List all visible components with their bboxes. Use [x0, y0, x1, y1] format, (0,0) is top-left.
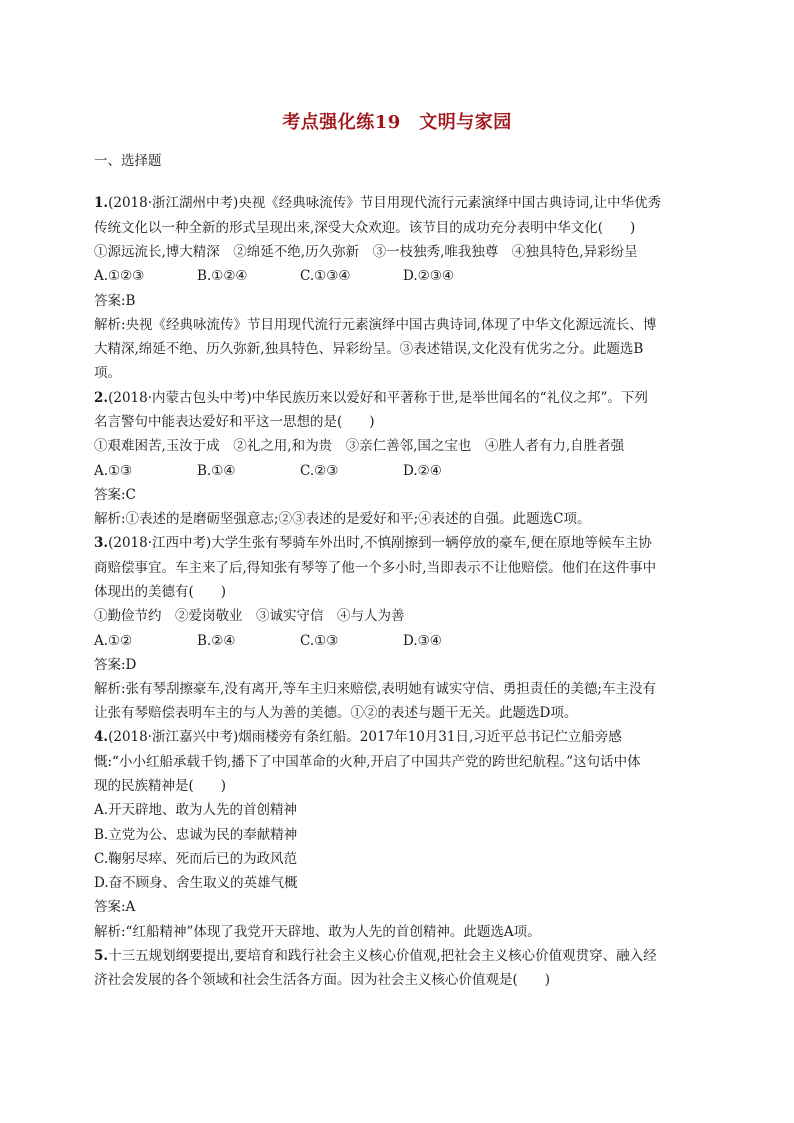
- option-b: B.①②④: [197, 268, 248, 284]
- question-2-line-3: ①艰难困苦,玉汝于成 ②礼之用,和为贵 ③亲仁善邻,国之宝也 ④胜人者有力,自胜者强: [94, 438, 625, 454]
- option-a: A.①②: [94, 633, 133, 649]
- question-5-line-1: 5.十三五规划纲要提出,要培育和践行社会主义核心价值观,把社会主义核心价值观贯穿、融入经: [94, 948, 657, 964]
- option-b: B.②④: [197, 633, 236, 649]
- question-2-line-2: 名言警句中能表达爱好和平这一思想的是( ): [94, 414, 375, 430]
- question-3-line-4: ①勤俭节约 ②爱岗敬业 ③诚实守信 ④与人为善: [94, 608, 405, 624]
- question-4-answer: 答案:A: [94, 899, 136, 915]
- page-title: 考点强化练19 文明与家园: [282, 112, 512, 133]
- question-1-answer: 答案:B: [94, 293, 136, 309]
- option-d: D.③④: [403, 633, 442, 649]
- question-3-options: [94, 631, 700, 651]
- question-1-line-3: ①源远流长,博大精深 ②绵延不绝,历久弥新 ③一枝独秀,唯我独尊 ④独具特色,异彩纷呈: [94, 244, 638, 260]
- question-2-analysis-1: 解析:①表述的是磨砺坚强意志;②③表述的是爱好和平;④表述的自强。此题选C项。: [94, 511, 591, 527]
- question-4-line-1: 4.(2018·浙江嘉兴中考)烟雨楼旁有条红船。2017年10月31日,习近平总书记伫立船旁感: [94, 729, 622, 745]
- question-2-answer: 答案:C: [94, 487, 136, 503]
- question-4-analysis-1: 解析:“红船精神”体现了我党开天辟地、敢为人先的首创精神。此题选A项。: [94, 924, 541, 940]
- question-1-analysis-3: 项。: [94, 365, 121, 381]
- question-3-line-2: 商赔偿事宜。车主来了后,得知张有琴等了他一个多小时,当即表示不让他赔偿。他们在这件事中: [94, 560, 657, 576]
- section-heading: 一、选择题: [94, 153, 162, 169]
- question-4-option-c: C.鞠躬尽瘁、死而后已的为政风范: [94, 851, 298, 867]
- question-1-analysis-1: 解析:央视《经典咏流传》节目用现代流行元素演绎中国古典诗词,体现了中华文化源远流长、博: [94, 317, 657, 333]
- question-2-number: 2.: [94, 390, 109, 406]
- option-c: C.①③④: [300, 268, 351, 284]
- question-2-options: [94, 461, 700, 481]
- question-4-option-b: B.立党为公、忠诚为民的奉献精神: [94, 827, 298, 843]
- question-5-number: 5.: [94, 948, 109, 964]
- option-d: D.②④: [403, 463, 442, 479]
- question-3-number: 3.: [94, 535, 109, 551]
- question-1-analysis-2: 大精深,绵延不绝、历久弥新,独具特色、异彩纷呈。③表述错误,文化没有优劣之分。此题选B: [94, 341, 644, 357]
- question-1-number: 1.: [94, 195, 109, 211]
- question-4-option-a: A.开天辟地、敢为人先的首创精神: [94, 802, 298, 818]
- question-4-option-d: D.奋不顾身、舍生取义的英雄气概: [94, 875, 298, 891]
- question-4-line-2: 慨:“小小红船承载千钧,播下了中国革命的火种,开启了中国共产党的跨世纪航程。”这句话中体: [94, 754, 641, 770]
- question-1-options: [94, 266, 700, 286]
- question-5-line-2: 济社会发展的各个领域和社会生活各方面。因为社会主义核心价值观是( ): [94, 972, 551, 988]
- option-a: A.①②③: [94, 268, 145, 284]
- option-d: D.②③④: [403, 268, 454, 284]
- question-3-analysis-1: 解析:张有琴刮擦豪车,没有离开,等车主归来赔偿,表明她有诚实守信、勇担责任的美德;车主没有: [94, 681, 656, 697]
- option-a: A.①③: [94, 463, 133, 479]
- question-2-line-1: 2.(2018·内蒙古包头中考)中华民族历来以爱好和平著称于世,是举世闻名的“礼仪之邦”。下列: [94, 390, 648, 406]
- option-b: B.①④: [197, 463, 236, 479]
- option-c: C.②③: [300, 463, 339, 479]
- question-3-line-1: 3.(2018·江西中考)大学生张有琴骑车外出时,不慎剐擦到一辆停放的豪车,便在原地等候车主协: [94, 535, 652, 551]
- question-3-answer: 答案:D: [94, 657, 137, 673]
- question-1-line-2: 传统文化以一种全新的形式呈现出来,深受大众欢迎。该节目的成功充分表明中华文化( ): [94, 220, 636, 236]
- question-4-line-3: 现的民族精神是( ): [94, 778, 227, 794]
- option-c: C.①③: [300, 633, 339, 649]
- question-4-number: 4.: [94, 729, 109, 745]
- question-1-line-1: 1.(2018·浙江湖州中考)央视《经典咏流传》节目用现代流行元素演绎中国古典诗词,让中华优秀: [94, 195, 662, 211]
- question-3-analysis-2: 让张有琴赔偿表明车主的与人为善的美德。①②的表述与题干无关。此题选D项。: [94, 705, 578, 721]
- question-3-line-3: 体现出的美德有( ): [94, 584, 227, 600]
